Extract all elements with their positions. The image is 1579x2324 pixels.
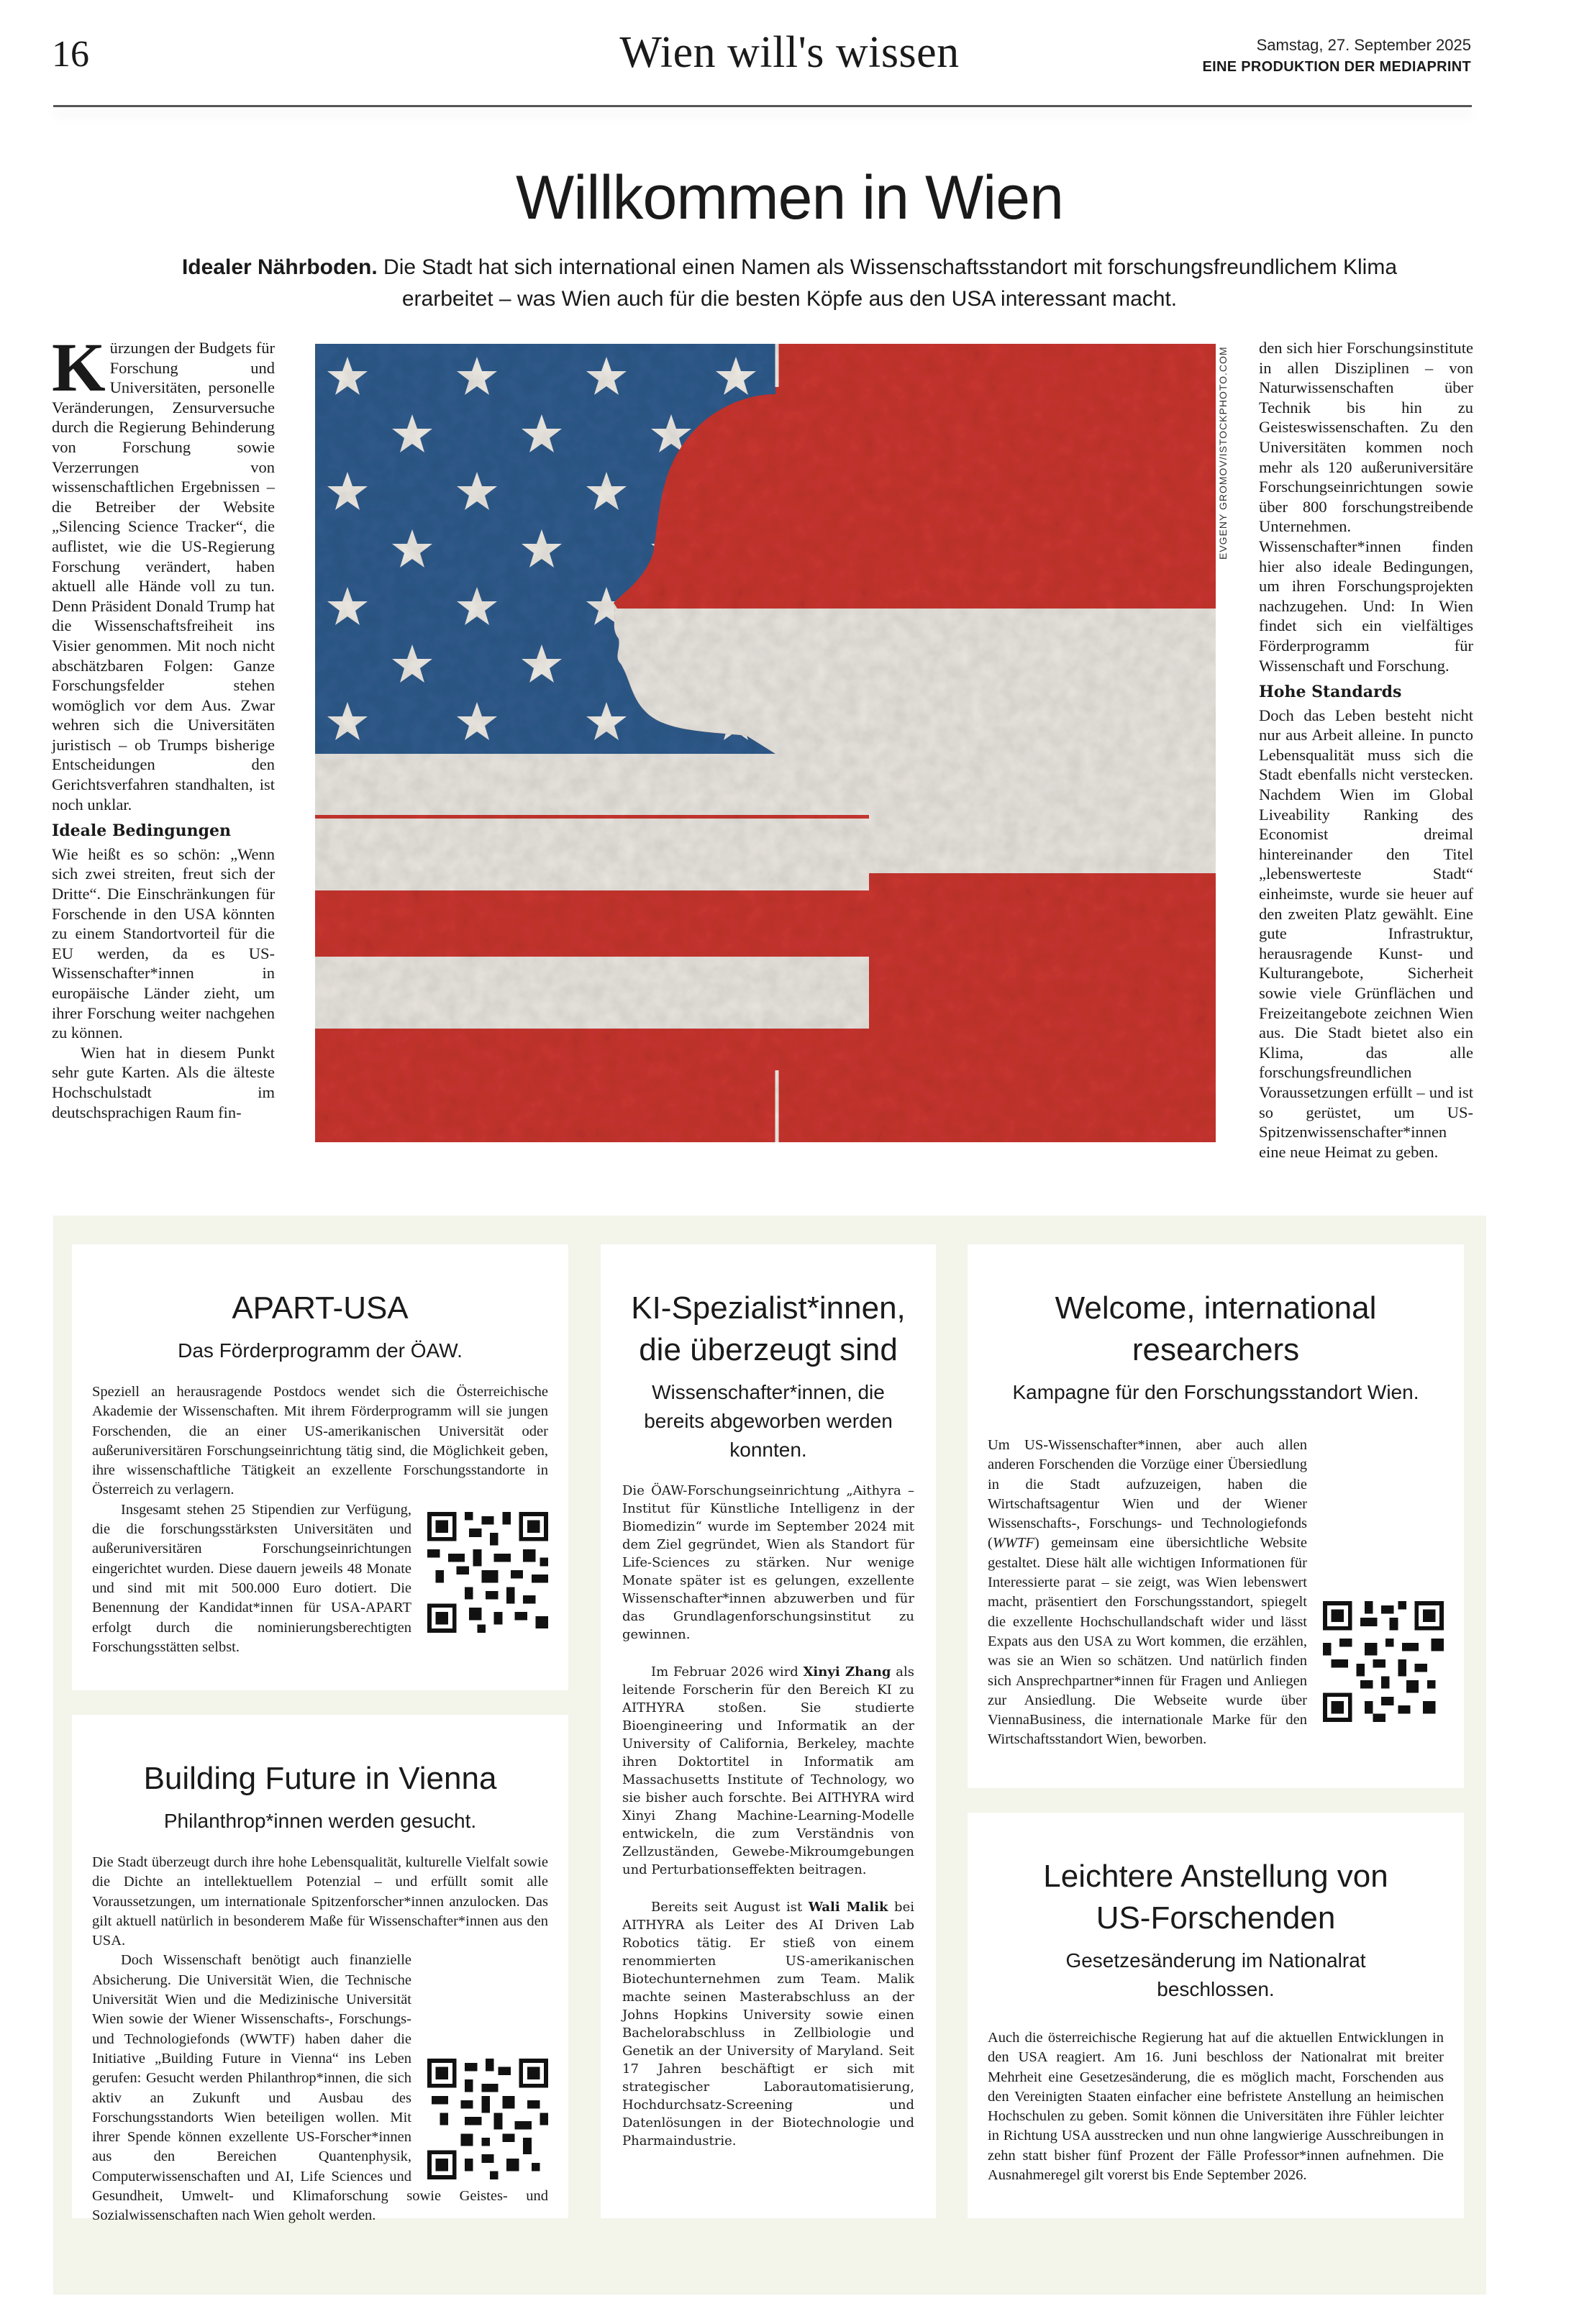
box-apart-usa <box>72 1244 568 1690</box>
wwtf-abbreviation: WWTF <box>992 1535 1034 1551</box>
article-paragraph: Wie heißt es so schön: „Wenn sich zwei streiten, freut sich der Dritte“. Die Einschränkungen für Forschende in den USA könnten zu einem Standortvorteil für die EU werden, da es US-Wissenschafter*innen in europäische Länder zieht, um ihrer Forschung weiter nachgehen zu können. <box>52 844 275 1042</box>
box-body: Um US-Wissenschafter*innen, aber auch allen anderen Forschenden die Vorzüge einer Übersiedlung in die Stadt aufzuzeigen, haben die Wirtschaftsagentur Wien und der Wiener Wissenschafts-, Forschungs- und Technologiefonds (WWTF) gemeinsam eine übersichtliche Website gestaltet. Diese hält alle wichtigen Informationen für Interessierte parat – sie zeigt, was Wien lebenswert macht, präsentiert den Forschungsstandort, spiegelt die exzellente Hochschullandschaft wider und lässt Expats aus den USA zu Wort kommen, die erzählen, was sie an Wien so schätzen. Und natürlich finden sich Ansprechpartner*innen für Fragen und Anliegen zur Ansiedlung. Die Webseite wurde über ViennaBusiness, die internationale Marke für den Wirtschaftsstandort Wien, beworben. <box>988 1436 1444 1750</box>
box-ki-spezialisten <box>601 1244 936 2218</box>
header-divider <box>53 105 1472 107</box>
qr-code-icon[interactable] <box>427 1512 548 1633</box>
photo-credit: EVGENY GROMOV/ISTOCKPHOTO.COM <box>1217 346 1229 560</box>
box-subtitle: Wissenschafter*innen, die bereits abgeworben werden konnten. <box>644 1381 893 1461</box>
qr-code-icon[interactable] <box>1323 1601 1444 1722</box>
drop-cap: K <box>52 329 106 406</box>
qr-code-icon[interactable] <box>427 2059 548 2179</box>
box-building-future <box>72 1715 568 2224</box>
article-paragraph: Doch das Leben besteht nicht nur aus Arbeit alleine. In puncto Lebensqualität muss sich die Stadt ebenfalls nicht verstecken. Nachdem Wien im Global Liveability Ranking des Economist dreimal hintereinander den Titel „lebenswerteste Stadt“ einheimste, wurde sie heuer auf den zweiten Platz gewählt. Eine gute Infrastruktur, herausragende Kunst- und Kulturangebote, Sicherheit sowie viele Grünflächen und Freizeitangebote zeichnen Wien aus. Die Stadt bietet also ein Klima, das alle forschungsfreundlichen Voraussetzungen erfüllt – und ist so gerüstet, um US-Spitzenwissenschafter*innen eine neue Heimat zu geben. <box>1259 706 1473 1161</box>
flag-silhouette-illustration <box>315 344 1216 1142</box>
box-body: Speziell an herausragende Postdocs wendet sich die Österreichische Akademie der Wissenschaften. Mit ihrem Förderprogramm will sie jungen Forschenden, die an einer US-amerikanischen Universität oder außeruniversitären Forschungseinrichtung tätig sind, die Möglichkeit geben, ihre wissenschaftliche Tätigkeit an exzellente Forschungsstandorte in Österreich zu verlagern. Insgesamt stehen 25 Stipendien zur Verfügung, die die forschungsstärksten Universitäten und außeruniversitären Forschungseinrichtungen eingerichtet wurden. Diese dauern jeweils 48 Monate und sind mit mit 500.000 Euro dotiert. Die Benennung der Kandidat*innen für USA-APART erfolgt durch die nominierungsberechtigten Forschungsstätten selbst. <box>92 1384 548 1655</box>
subheading-hohe-standards: Hohe Standards <box>1259 683 1402 702</box>
article-deck <box>144 252 1435 315</box>
person-name: Xinyi Zhang <box>803 1664 891 1680</box>
box-welcome-researchers <box>968 1244 1464 1788</box>
box-title: Leichtere Anstellung von US-Forschenden <box>1043 1859 1388 1936</box>
production-credit: EINE PRODUKTION DER MEDIAPRINT <box>1202 59 1471 75</box>
box-subtitle: Kampagne für den Forschungsstandort Wien. <box>1012 1381 1419 1403</box>
profile-wali-malik: Bereits seit August ist Wali Malik bei AITHYRA als Leiter des AI Driven Lab Robotics tätig. Er stieß von einem renommierten US-amerikanischen Biotechunternehmen zum Team. Malik machte seinen Masterabschluss an der Johns Hopkins University sowie einen Bachelorabschluss in Zellbiologie und Genetik an der University of Maryland. Seit 17 Jahren beschäftigt er sich mit strategischer Laborautomatisierung, Hochdurchsatz-Screening und Datenlösungen in der Biotechnologie und Pharmaindustrie. <box>622 1900 914 2148</box>
article-paragraph: Wien hat in diesem Punkt sehr gute Karten. Als die älteste Hochschulstadt im deutschsprachigen Raum fin- <box>52 1043 275 1121</box>
box-body: Die Stadt überzeugt durch ihre hohe Lebensqualität, kulturelle Vielfalt sowie die Dichte an intellektuellem Potenzial – und erfüllt somit alle Voraussetzungen, um internationale Spitzenforscher*innen anzulocken. Das gilt aktuell natürlich in besonderem Maße für Wissenschafter*innen aus den USA. Doch Wissenschaft benötigt auch finanzielle Absicherung. Die Universität Wien, die Technische Universität Wien und die Medizinische Universität Wien sowie der Wiener Wissenschafts-, Forschungs- und Technologiefonds (WWTF) haben daher die Initiative „Building Future in Vienna“ ins Leben gerufen: Gesucht werden Philanthrop*innen, die sich aktiv an Zukunft und Ausbau des Forschungsstandorts Wien beteiligen wollen. Mit ihrer Spende können exzellente US-Forscher*innen aus den Bereichen Quantenphysik, Computerwissenschaften und AI, Life Sciences und Gesundheit, Umwelt- und Klimaforschung sowie Geistes- und Sozialwissenschaften nach Wien geholt werden. <box>92 1854 548 2224</box>
page-number: 16 <box>52 34 89 75</box>
box-leichtere-anstellung <box>968 1813 1464 2218</box>
person-name: Wali Malik <box>808 1900 888 1915</box>
box-title: Building Future in Vienna <box>143 1761 497 1796</box>
article-column-right <box>1259 338 1473 1162</box>
box-title: APART-USA <box>232 1290 409 1326</box>
box-body: Die ÖAW-Forschungseinrichtung „Aithyra – Institut für Künstliche Intelligenz in der Biomedizin“ wurde im September 2024 mit dem Ziel gegründet, Wien als Standort für Life-Sciences zu stärken. Nur wenige Monate später ist es gelungen, exzellente Wissenschafter*innen abzuwerben und für das Grundlagenforschungsinstitut zu gewinnen. Im Februar 2026 wird Xinyi Zhang als leitende Forscherin für den Bereich KI zu AITHYRA stoßen. Sie studierte Bioengineering und Informatik an der University of California, Berkeley, machte ihren Doktortitel in Informatik am Massachusetts Institute of Technology, wo sie bisher auch forschte. Bei AITHYRA wird Xinyi Zhang Machine-Learning-Modelle entwickeln, die zum Verständnis von Zellzuständen, Gewebe-Mikroumgebungen und Perturbationseffekten beitragen. Bereits seit August ist Wali Malik bei AITHYRA als Leiter des AI Driven Lab Robotics tätig. Er stieß von einem renommierten US-amerikanischen Biotechunternehmen zum Team. Malik machte seinen Masterabschluss an der Johns Hopkins University sowie einen Bachelorabschluss in Zellbiologie und Genetik an der University of Maryland. Seit 17 Jahren beschäftigt er sich mit strategischer Laborautomatisierung, Hochdurchsatz-Screening und Datenlösungen in der Biotechnologie und Pharmaindustrie. <box>622 1483 914 2148</box>
section-title: Wien will's wissen <box>619 28 960 77</box>
box-subtitle: Gesetzesänderung im Nationalrat beschlossen. <box>1065 1949 1366 2000</box>
deck-lead: Idealer Nährboden. <box>181 255 378 279</box>
subheading-ideale-bedingungen: Ideale Bedingungen <box>52 821 232 841</box>
article-paragraph: Kürzungen der Budgets für Forschung und Universitäten, personelle Veränderungen, Zensurversuche durch die Regierung Behinderung von Forschung sowie Verzerrungen von wissenschaftlichen Ergebnissen – die Betreiber der Website „Silencing Science Tracker“, die auflistet, wie die US-Regierung Forschung verändert, haben aktuell alle Hände voll zu tun. Denn Präsident Donald Trump hat die Wissenschaftsfreiheit ins Visier genommen. Mit noch nicht abschätzbaren Folgen: Ganze Forschungsfelder stehen womöglich vor dem Aus. Zwar wehren sich die Universitäten juristisch – ob Trumps bisherige Entscheidungen den Gerichtsverfahren standhalten, ist noch unklar. <box>52 329 275 814</box>
article-paragraph: den sich hier Forschungsinstitute in allen Disziplinen – von Naturwissenschaften über Technik bis hin zu Geisteswissenschaften. Zu den Universitäten kommen noch mehr als 120 außeruniversitäre Forschungseinrichtungen sowie über 800 forschungstreibende Unternehmen. Wissenschafter*innen finden hier also ideale Bedingungen, um ihren Forschungsprojekten nachzugehen. Und: In Wien findet sich ein vielfältiges Förderprogramm für Wissenschaft und Forschung. <box>1259 339 1473 675</box>
box-body: Auch die österreichische Regierung hat auf die aktuellen Entwicklungen in den USA reagiert. Am 16. Juni beschloss der Nationalrat mit breiter Mehrheit eine Gesetzesänderung, die es möglich macht, Forschenden aus den Vereinigten Staaten einfacher eine befristete Anstellung an heimischen Hochschulen zu geben. Somit können die Universitäten ihre Fühler leichter in Richtung USA ausstrecken und nun ohne langwierige Ausschreibungen in zehn statt bisher fünf Prozent der Fälle Professor*innen aufnehmen. Die Ausnahmeregel gilt vorerst bis Ende September 2026. <box>988 2030 1444 2184</box>
profile-xinyi-zhang: Im Februar 2026 wird Xinyi Zhang als leitende Forscherin für den Bereich KI zu AITHYRA stoßen. Sie studierte Bioengineering und Informatik an der University of California, Berkeley, machte ihren Doktortitel in Informatik am Massachusetts Institute of Technology, wo sie bisher auch forschte. Bei AITHYRA wird Xinyi Zhang Machine-Learning-Modelle entwickeln, die zum Verständnis von Zellzuständen, Gewebe-Mikroumgebungen und Perturbationseffekten beitragen. <box>622 1664 914 1877</box>
box-subtitle: Das Förderprogramm der ÖAW. <box>178 1339 463 1362</box>
deck-text: Die Stadt hat sich international einen Namen als Wissenschaftsstandort mit forschungsfreundlichem Klima erarbeitet – was Wien auch für die besten Köpfe aus den USA interessant macht. <box>377 255 1398 311</box>
box-title: KI-Spezialist*innen, die überzeugt sind <box>631 1290 906 1367</box>
article-column-left <box>52 329 275 1122</box>
box-title: Welcome, international researchers <box>1055 1290 1377 1367</box>
box-subtitle: Philanthrop*innen werden gesucht. <box>163 1810 477 1832</box>
article-headline: Willkommen in Wien <box>516 163 1063 232</box>
issue-date: Samstag, 27. September 2025 <box>1256 36 1471 54</box>
